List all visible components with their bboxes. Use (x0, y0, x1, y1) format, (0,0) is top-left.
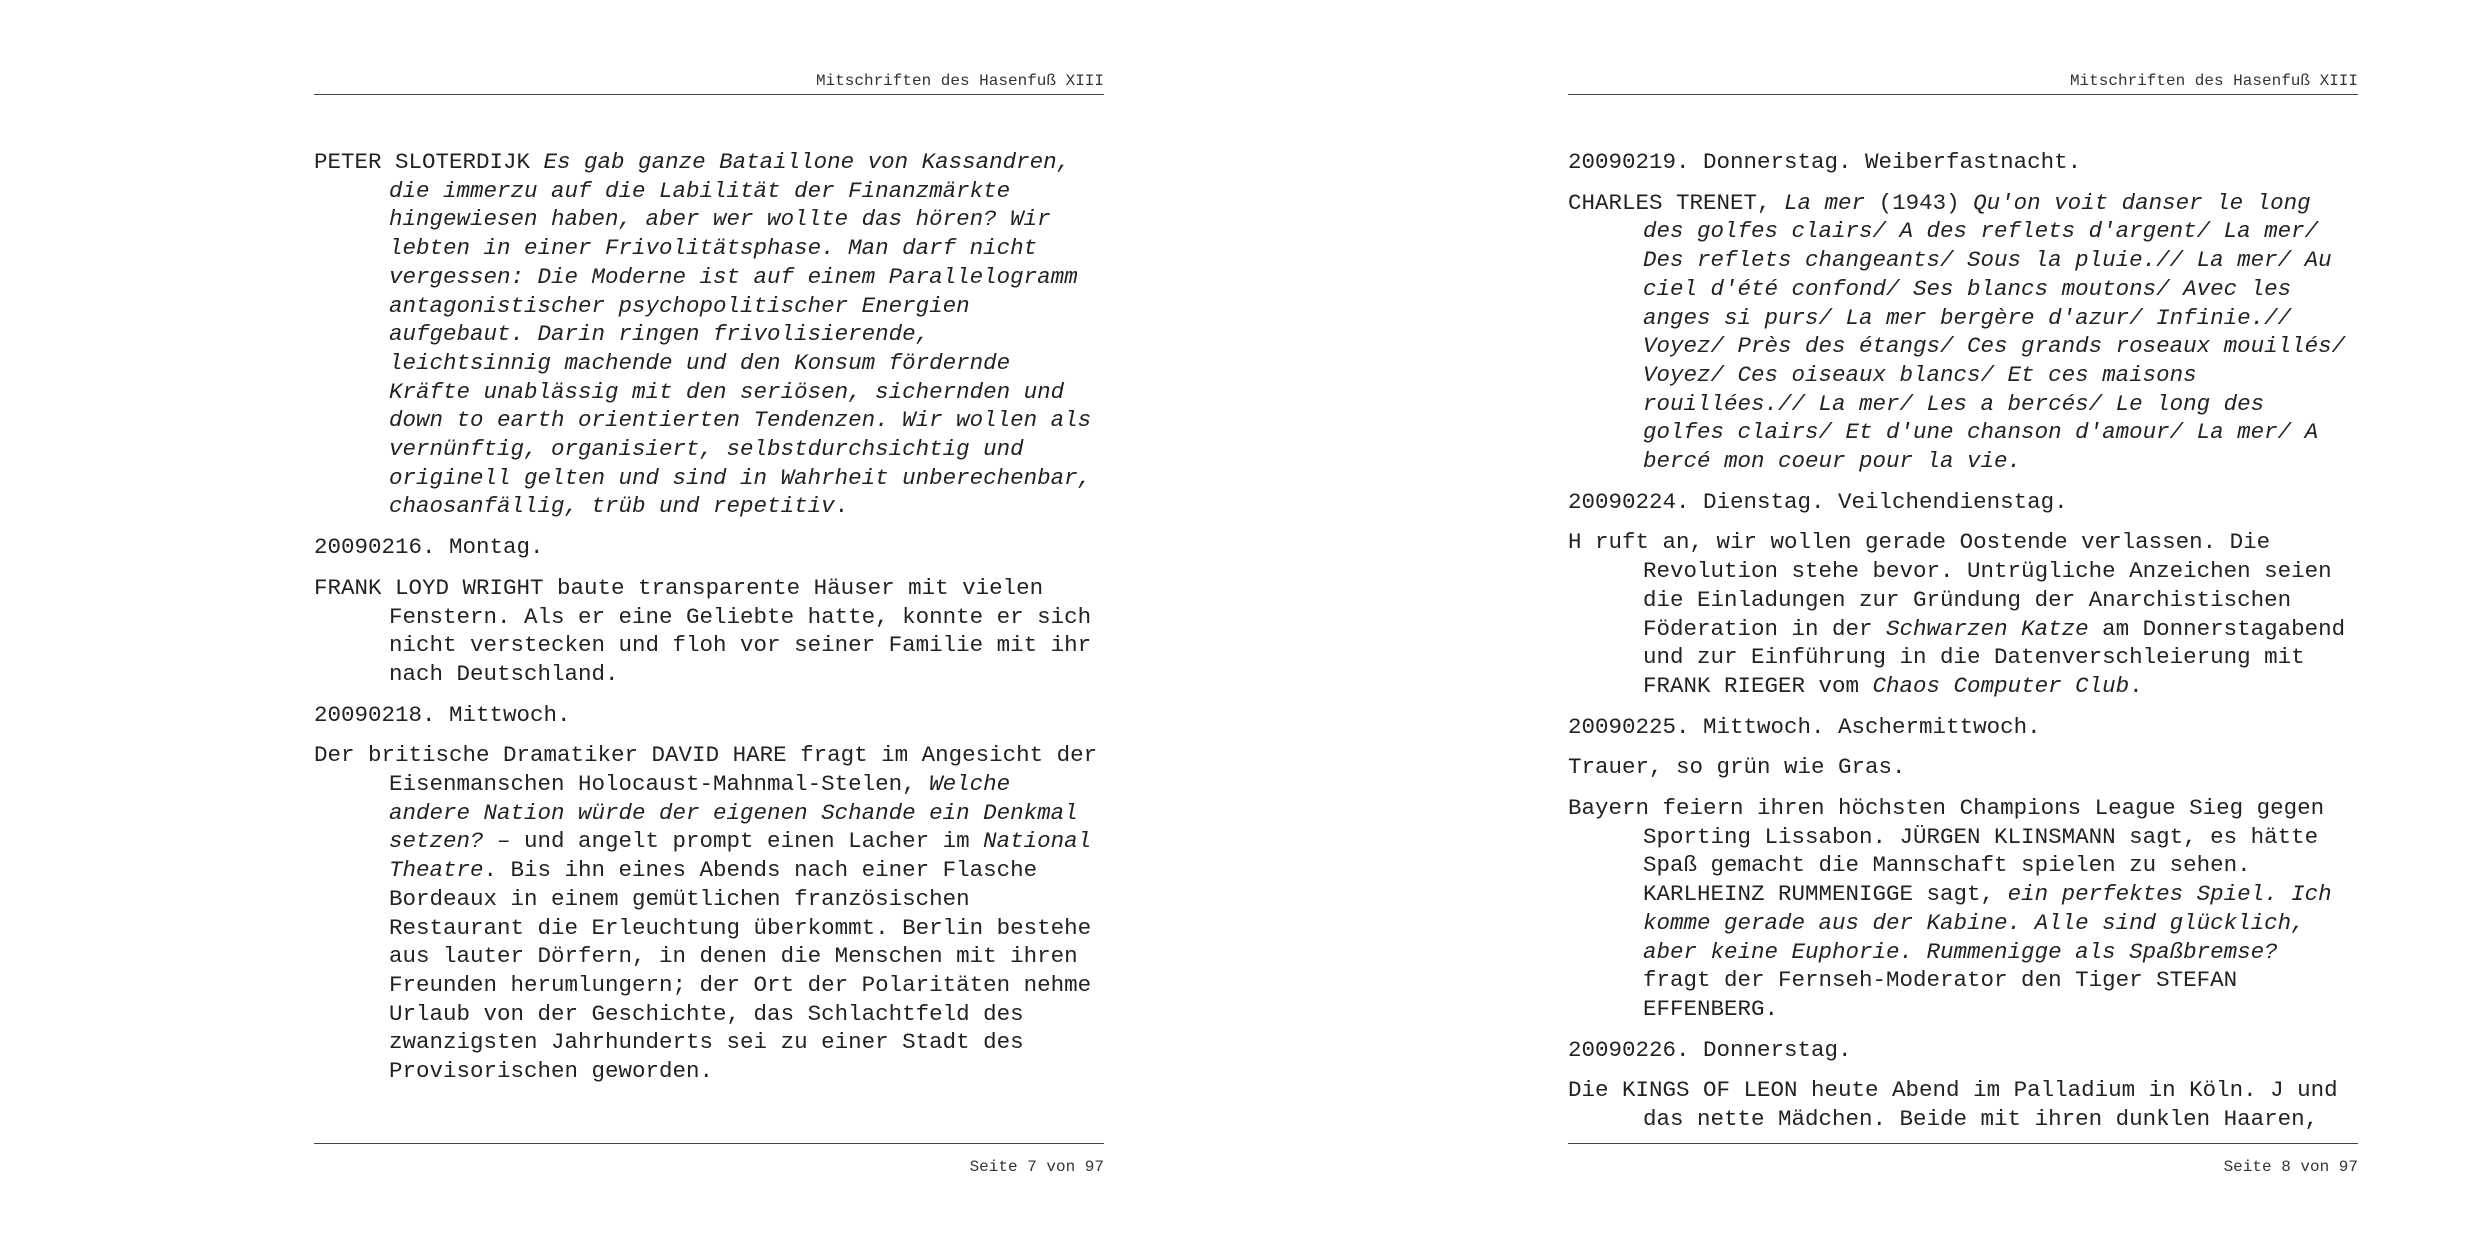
text-segment: . Bis ihn eines Abends nach einer Flasche Bordeaux in einem gemütlichen französischen Restaurant die Erleuchtung überkommt. Berlin bestehe aus lauter Dörfern, in denen die Menschen mit ihren Freunden herumlungern; der Ort der Polaritäten nehme Urlaub von der Geschichte, das Schlachtfeld des zwanzigsten Jahrhunderts sei zu einer Stadt des Provisorischen geworden. (389, 857, 1092, 1085)
text-segment: 20090225. Mittwoch. Aschermittwoch. (1568, 713, 2041, 740)
text-segment: . (2129, 672, 2143, 699)
italic-text: Es gab ganze Bataillone von Kassandren, die immerzu auf die Labilität der Finanzmärkte hingewiesen haben, aber wer wollte das hören? Wir lebten in einer Frivolitätsphase. Man darf nicht vergessen: Die Moderne ist auf einem Parallelogramm antagonistischer psychopolitischer Energien aufgebaut. Darin ringen frivolisierende, leichtsinnig machende und den Konsum fördernde Kräfte unablässig mit den seriösen, sichernden und down to earth orientierten Tendenzen. Wir wollen als vernünftig, organisiert, selbstdurchsichtig und originell gelten und sind in Wahrheit unberechenbar, chaosanfällig, trüb und repetitiv (389, 149, 1092, 520)
text-segment: H ruft an, wir wollen gerade Oostende verlassen. Die Revolution stehe bevor. Untrügliche Anzeichen seien die Einladungen zur Gründung der Anarchistischen Föderation in der (1568, 529, 2332, 642)
page-number: Seite 8 von 97 (1568, 1143, 2358, 1176)
paragraph (314, 533, 1104, 562)
page-content (314, 148, 1104, 1098)
text-segment: Trauer, so grün wie Gras. (1568, 754, 1906, 781)
text-segment: FRANK LOYD WRIGHT baute transparente Häuser mit vielen Fenstern. Als er eine Geliebte hatte, konnte er sich nicht verstecken und floh vor seiner Familie mit ihr nach Deutschland. (314, 574, 1092, 687)
paragraph (1568, 528, 2358, 700)
text-segment: 20090226. Donnerstag. (1568, 1036, 1852, 1063)
italic-text: La mer (1784, 189, 1866, 216)
text-segment: Der britische Dramatiker DAVID HARE fragt im Angesicht der Eisenmanschen Holocaust-Mahnmal-Stelen, (314, 742, 1098, 798)
paragraph (1568, 189, 2358, 476)
paragraph (314, 574, 1104, 689)
text-segment: Die KINGS OF LEON heute Abend im Palladium in Köln. J und das nette Mädchen. Beide mit ihren dunklen Haaren, (1568, 1077, 2338, 1133)
italic-text: Schwarzen Katze (1886, 615, 2089, 642)
page-header: Mitschriften des Hasenfuß XIII (314, 72, 1104, 95)
text-segment: Bayern feiern ihren höchsten Champions League Sieg gegen Sporting Lissabon. JÜRGEN KLINSMANN sagt, es hätte Spaß gemacht die Mannschaft spielen zu sehen. KARLHEINZ RUMMENIGGE sagt, (1568, 795, 2325, 908)
italic-text: Chaos Computer Club (1872, 672, 2130, 699)
italic-text: Welche andere Nation würde der eigenen Schande ein Denkmal setzen? (389, 771, 1078, 855)
paragraph (314, 741, 1104, 1085)
paragraph (1568, 713, 2358, 742)
paragraph (314, 701, 1104, 730)
left-page (314, 0, 1104, 1240)
text-segment: (1943) (1865, 189, 1974, 216)
italic-text: Qu'on voit danser le long des golfes clairs/ A des reflets d'argent/ La mer/ Des reflets changeants/ Sous la pluie.// La mer/ Au ciel d'été confond/ Ses blancs moutons/ Avec les anges si purs/ La mer bergère d'azur/ Infinie.// Voyez/ Près des étangs/ Ces grands roseaux mouillés/ Voyez/ Ces oiseaux blancs/ Et ces maisons rouillées.// La mer/ Les a bercés/ Le long des golfes clairs/ Et d'une chanson d'amour/ La mer/ A bercé mon coeur pour la vie. (1643, 189, 2346, 475)
text-segment: am Donnerstagabend und zur Einführung in die Datenverschleierung mit FRANK RIEGER vom (1643, 615, 2346, 699)
paragraph (1568, 488, 2358, 517)
page-content (1568, 148, 2358, 1146)
paragraph (1568, 753, 2358, 782)
paragraph (1568, 794, 2358, 1024)
text-segment: 20090219. Donnerstag. Weiberfastnacht. (1568, 149, 2082, 175)
text-segment: 20090218. Mittwoch. (314, 701, 571, 728)
text-segment: – und angelt prompt einen Lacher im (483, 828, 984, 855)
paragraph (1568, 148, 2358, 177)
text-segment: . (834, 493, 849, 520)
italic-text: National Theatre (389, 828, 1092, 884)
text-segment: 20090224. Dienstag. Veilchendienstag. (1568, 488, 2068, 515)
paragraph (1568, 1076, 2358, 1133)
italic-text: ein perfektes Spiel. Ich komme gerade aus der Kabine. Alle sind glücklich, aber keine Euphorie. Rummenigge als Spaßbremse? (1643, 881, 2332, 965)
paragraph (314, 148, 1104, 521)
text-segment: CHARLES TRENET, (1568, 189, 1785, 216)
page-number: Seite 7 von 97 (314, 1143, 1104, 1176)
text-segment: PETER SLOTERDIJK (314, 149, 544, 175)
paragraph (1568, 1036, 2358, 1065)
page-header: Mitschriften des Hasenfuß XIII (1568, 72, 2358, 95)
text-segment: 20090216. Montag. (314, 534, 544, 561)
text-segment: fragt der Fernseh-Moderator den Tiger STEFAN EFFENBERG. (1643, 967, 2238, 1022)
right-page (1568, 0, 2358, 1240)
